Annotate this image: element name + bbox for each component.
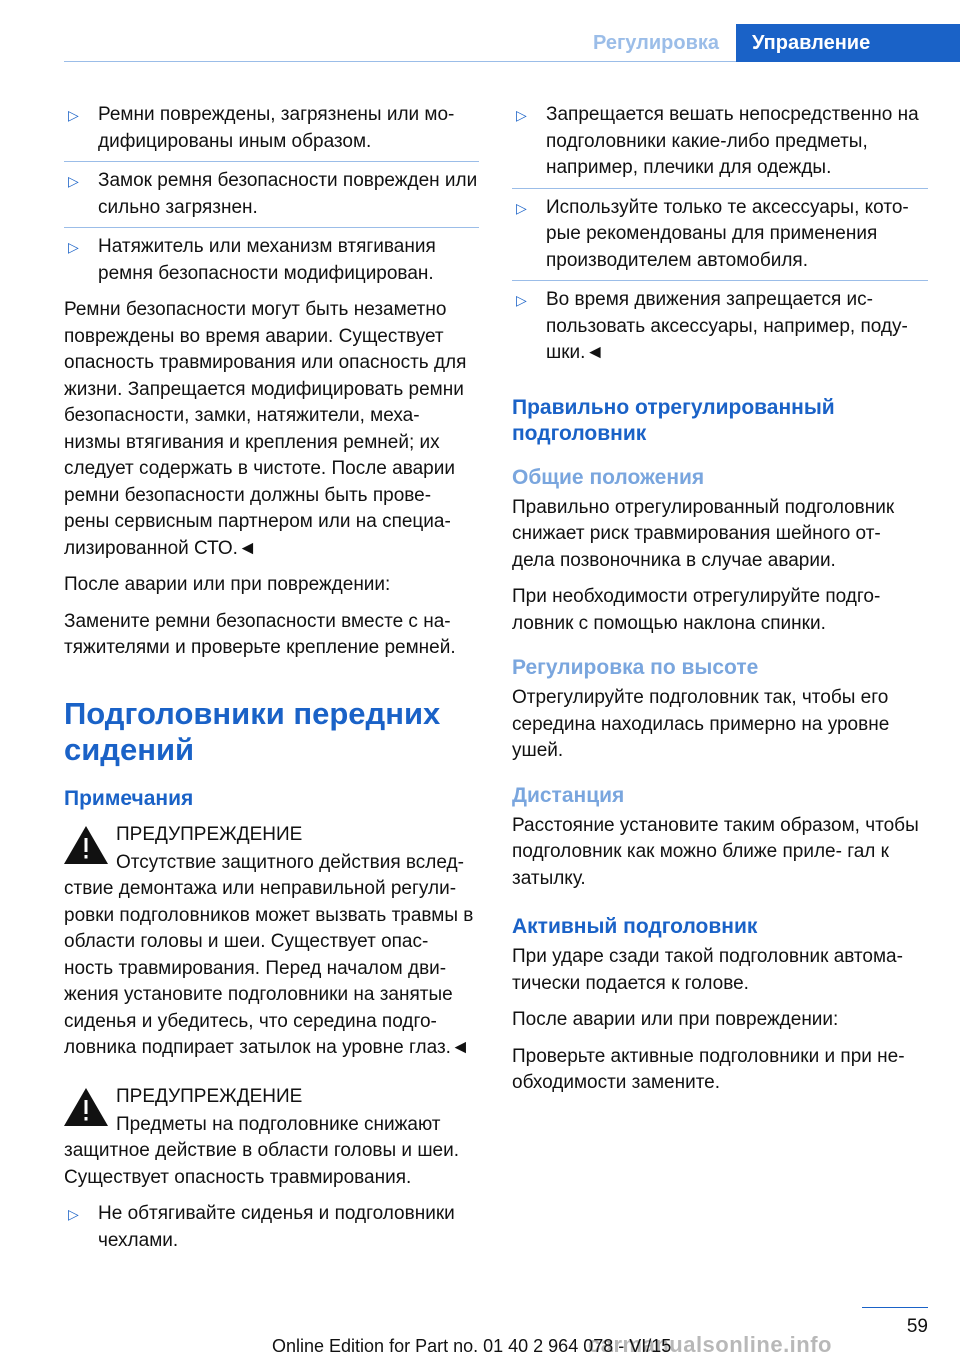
- section-heading: Правильно отрегулированный подголовник: [512, 395, 835, 445]
- list-item-text: Натяжитель или механизм втягивания ремня безопасности модифицирован.: [98, 236, 436, 284]
- section-heading: Подголовники передних сидений: [64, 695, 441, 767]
- list-item-text: Не обтягивайте сиденья и подголовники чехлами.: [98, 1203, 455, 1251]
- paragraph: Отрегулируйте подголовник так, чтобы его середина находилась примерно на уровне ушей.: [512, 687, 890, 761]
- paragraph: При необходимости отрегулируйте подго- ловник с помощью наклона спинки.: [512, 586, 881, 634]
- list-item: [64, 162, 479, 228]
- right-column: [512, 96, 928, 1097]
- bullet-triangle-icon: ▷: [516, 107, 527, 123]
- warning-triangle-icon: [64, 822, 116, 868]
- list-item-text: Во время движения запрещается ис- пользовать аксессуары, например, поду- шки.◄: [546, 289, 908, 363]
- section-heading: Активный подголовник: [512, 915, 758, 938]
- bullet-triangle-icon: ▷: [68, 107, 79, 123]
- subsection-heading: Дистанция: [512, 783, 625, 807]
- subsection-heading: Общие положения: [512, 465, 705, 489]
- paragraph: Проверьте активные подголовники и при не- обходимости замените.: [512, 1045, 905, 1093]
- bullet-triangle-icon: ▷: [516, 292, 527, 308]
- list-item: [64, 228, 479, 293]
- paragraph: Расстояние установите таким образом, чтобы подголовник как можно ближе приле- гал к затылку.: [512, 814, 919, 889]
- list-item: [64, 1195, 479, 1260]
- tab-controls[interactable]: Управление: [736, 24, 960, 62]
- list-item-text: Замок ремня безопасности поврежден или сильно загрязнен.: [98, 170, 478, 218]
- paragraph: Ремни безопасности могут быть незаметно повреждены во время аварии. Существует опасность травмирования или опасность для жизни. Запрещается модифицировать ремни безопасности, замки, натяжители, меха- низмы втягивания и крепления ремней; их следует содержать в чистоте. После аварии ремни безопасности должны быть прове- рены сервисным партнером или на специа- лизированной СТО.◄: [64, 299, 467, 559]
- warning-text: Предметы на подголовнике снижают защитное действие в области головы и шеи. Существует опасность травмирования.: [64, 1113, 460, 1188]
- page-number: 59: [906, 1316, 928, 1337]
- paragraph: При ударе сзади такой подголовник автома- тически подается к голове.: [512, 946, 903, 994]
- subsection-heading: Примечания: [64, 786, 194, 810]
- subsection-heading: Регулировка по высоте: [512, 656, 759, 679]
- paragraph: После аварии или при повреждении:: [64, 574, 391, 595]
- warning-triangle-icon: [64, 1084, 116, 1130]
- warning-title: ПРЕДУПРЕЖДЕНИЕ: [116, 1085, 303, 1107]
- list-item: [64, 96, 479, 162]
- warning-block: [64, 1084, 479, 1192]
- warning-block: [64, 822, 479, 1062]
- footer-rule: [862, 1307, 928, 1308]
- list-item: [512, 96, 928, 189]
- paragraph: Замените ремни безопасности вместе с на- тяжителями и проверьте крепление ремней.: [64, 610, 456, 658]
- list-item: [512, 189, 928, 282]
- bullet-triangle-icon: ▷: [68, 239, 79, 255]
- paragraph: После аварии или при повреждении:: [512, 1009, 839, 1030]
- tab-adjustment[interactable]: Регулировка: [592, 32, 719, 54]
- warning-title: ПРЕДУПРЕЖДЕНИЕ: [116, 823, 303, 845]
- edition-note: Online Edition for Part no. 01 40 2 964 078 - VI/15: [272, 1336, 672, 1356]
- list-item: [512, 281, 928, 373]
- list-item-text: Запрещается вешать непосредственно на подголовники какие-либо предметы, например, плечики для одежды.: [546, 104, 919, 178]
- warning-text: Отсутствие защитного действия вслед- ствие демонтажа или неправильной регули- ровки подголовников может вызвать травмы в области головы и шеи. Существует опас- ность травмирования. Перед началом дви- жения установите подголовники на занятые сиденья и убедитесь, что середина подго- ловника подпирает затылок на уровне глаз.◄: [64, 851, 474, 1058]
- paragraph: Правильно отрегулированный подголовник снижает риск травмирования шейного от- дела позвоночника в случае аварии.: [512, 496, 895, 571]
- bullet-triangle-icon: ▷: [68, 1206, 79, 1222]
- left-column: [64, 96, 479, 1260]
- list-item-text: Используйте только те аксессуары, кото- рые рекомендованы для применения производителем автомобиля.: [546, 196, 909, 271]
- list-item-text: Ремни повреждены, загрязнены или мо- дифицированы иным образом.: [98, 104, 455, 152]
- bullet-triangle-icon: ▷: [516, 199, 527, 216]
- bullet-triangle-icon: ▷: [68, 173, 79, 189]
- watermark: carmanualsonline.info: [588, 1332, 832, 1357]
